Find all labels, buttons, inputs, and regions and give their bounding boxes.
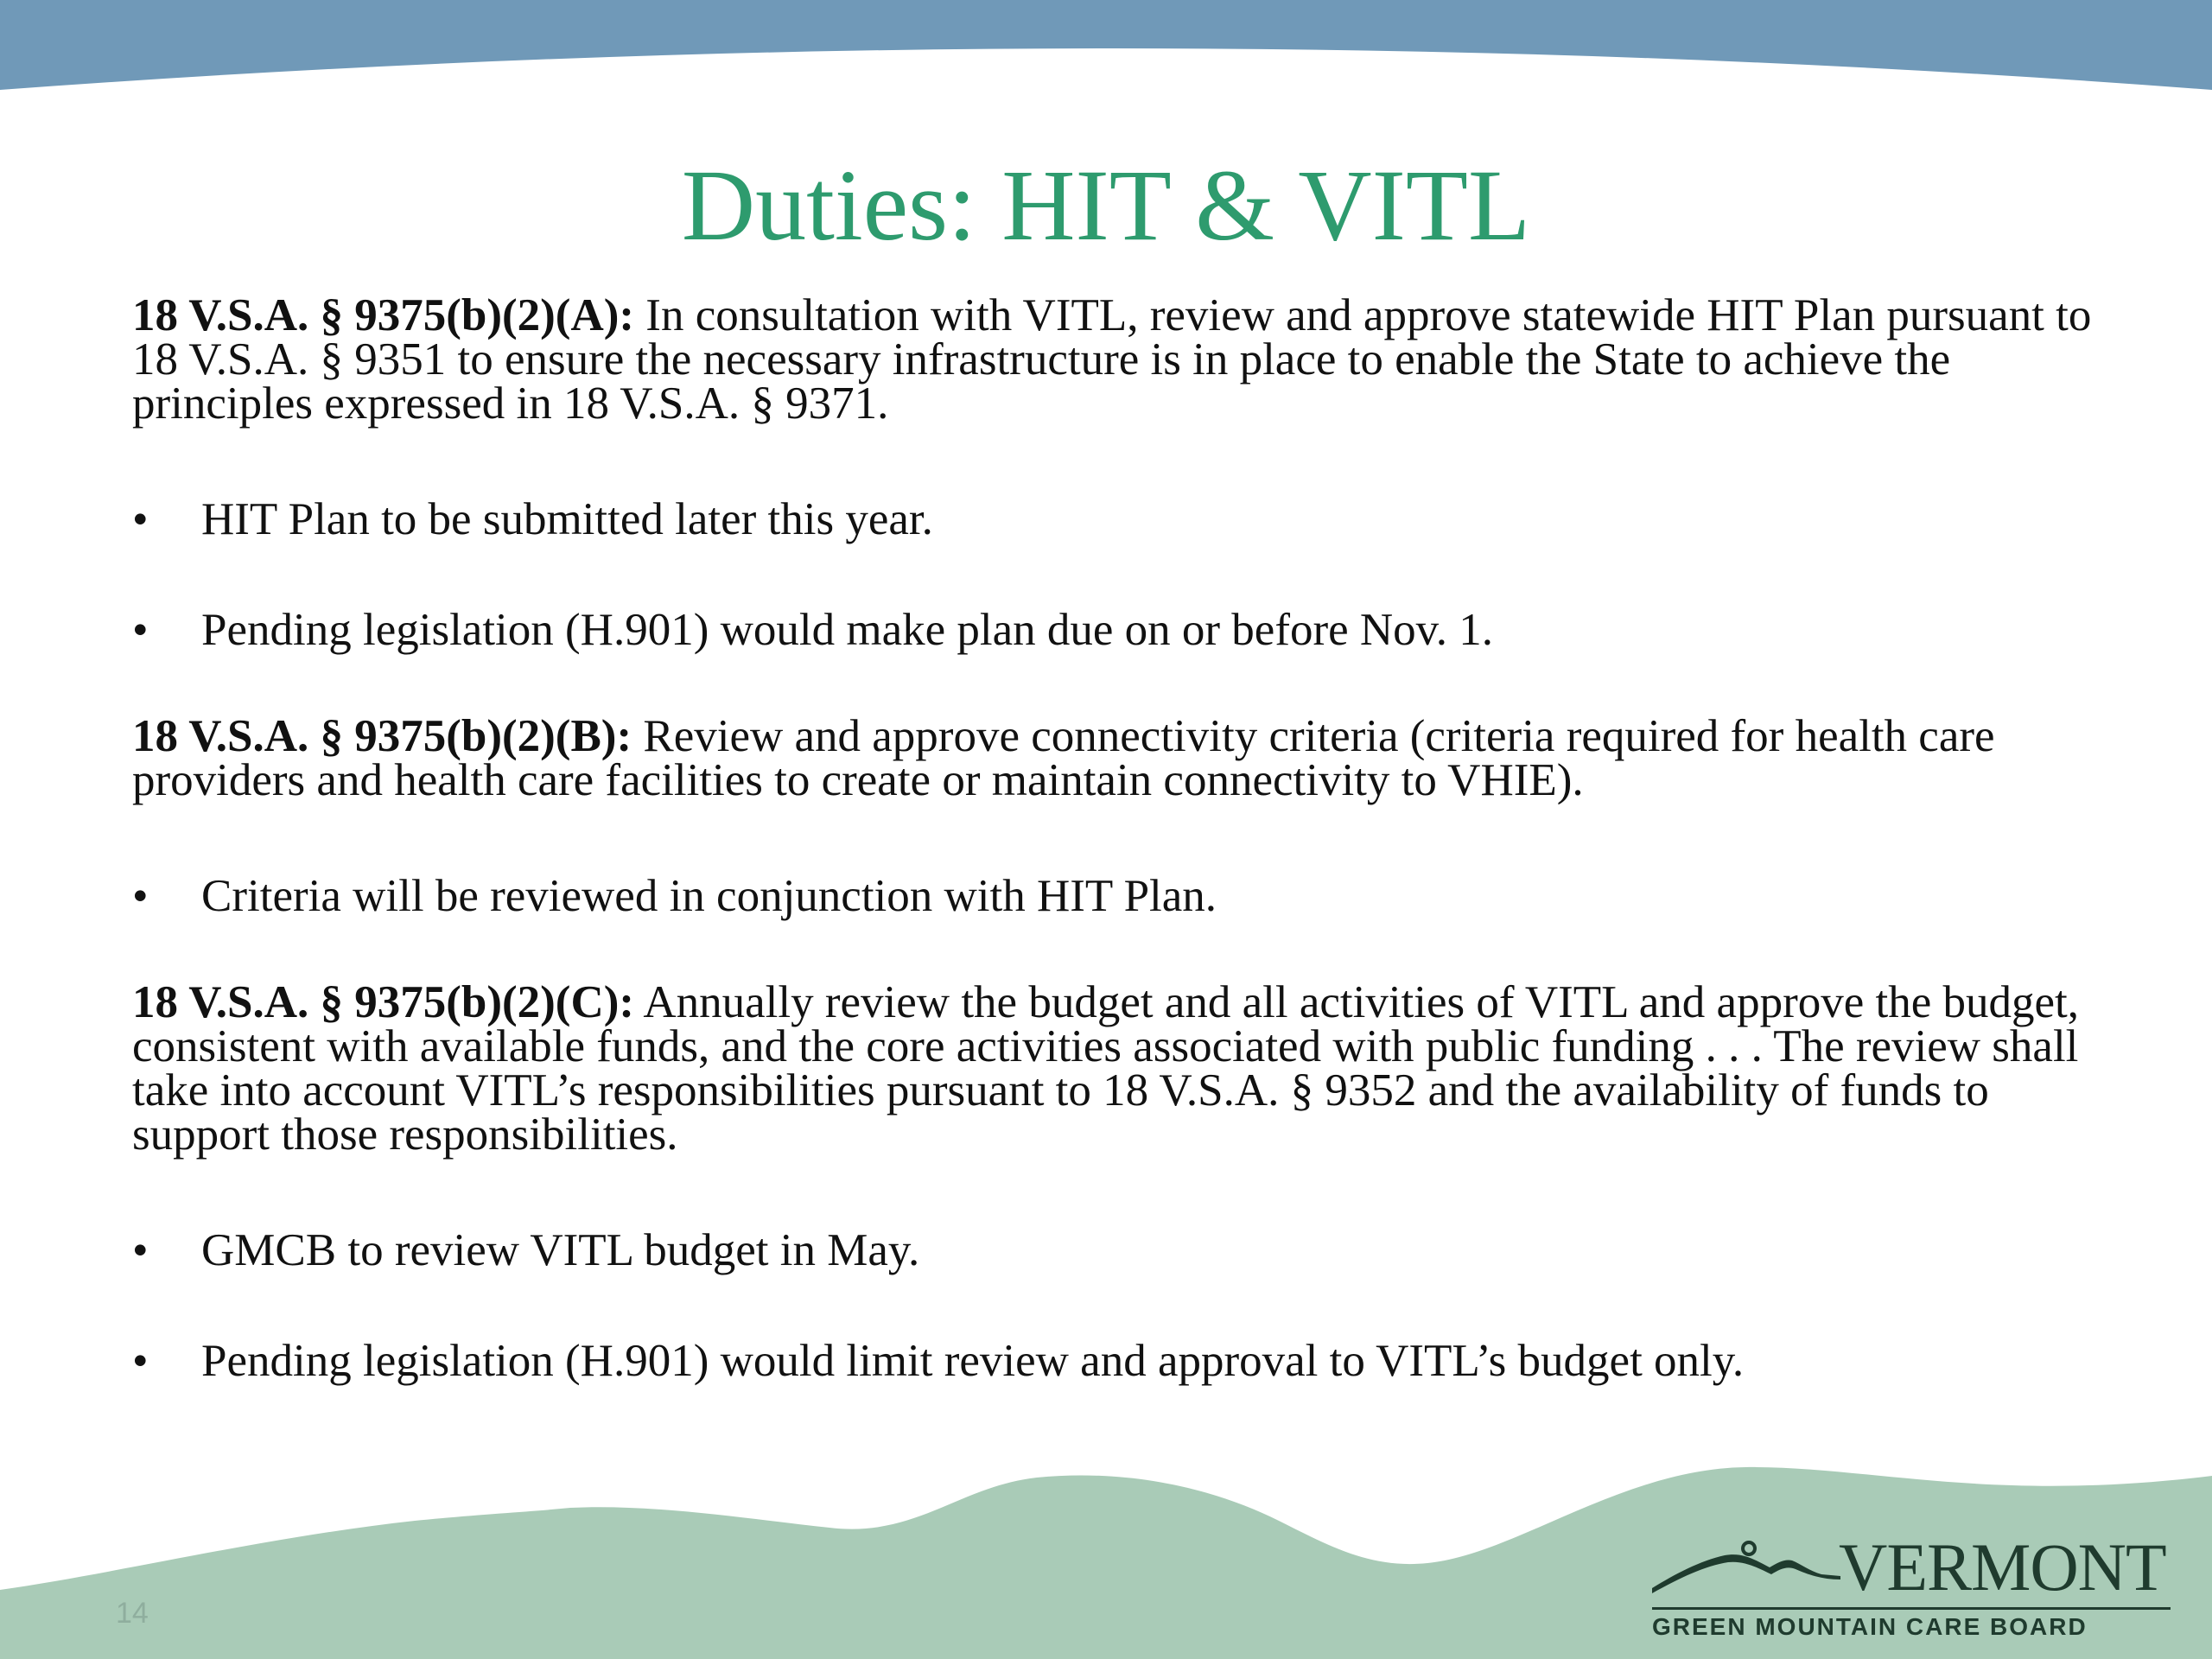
slide-body: [132, 290, 2107, 1387]
bullet-icon: •: [132, 605, 149, 655]
section-c-text: Annually review the budget and all activities of VITL and approve the budget, consistent with available funds, and the core activities associated with public funding . . . The review shall take into account VITL’s responsibilities pursuant to 18 V.S.A. § 9352 and the availability of funds to support those responsibilities.: [132, 977, 2080, 1160]
vermont-gmcb-logo: [1649, 1529, 2172, 1640]
bullet-item: [132, 870, 2107, 922]
section-a-citation: 18 V.S.A. § 9375(b)(2)(A):: [132, 290, 635, 340]
bullet-text: GMCB to review VITL budget in May.: [201, 1225, 920, 1275]
bullet-item: [132, 1335, 2107, 1387]
section-c-paragraph: [132, 977, 2107, 1160]
section-b-paragraph: [132, 711, 2107, 805]
logo-divider: [1652, 1607, 2171, 1610]
bullet-item: [132, 493, 2107, 545]
bullet-text: HIT Plan to be submitted later this year.: [201, 494, 933, 544]
logo-wordmark: VERMONT: [1839, 1529, 2166, 1605]
section-b-text: Review and approve connectivity criteria (criteria required for health care providers and health care facilities to create or maintain connectivity to VHIE).: [132, 711, 1995, 805]
bullet-icon: •: [132, 494, 149, 544]
bullet-item: [132, 1224, 2107, 1276]
bullet-icon: •: [132, 871, 149, 921]
logo-subtitle: GREEN MOUNTAIN CARE BOARD: [1652, 1613, 2088, 1640]
bullet-item: [132, 604, 2107, 656]
bullet-icon: •: [132, 1336, 149, 1386]
page-number: 14: [116, 1597, 149, 1630]
bullet-text: Criteria will be reviewed in conjunction with HIT Plan.: [201, 871, 1217, 921]
section-a-paragraph: [132, 290, 2107, 429]
bullet-icon: •: [132, 1225, 149, 1275]
section-c-citation: 18 V.S.A. § 9375(b)(2)(C):: [132, 977, 635, 1027]
section-b-citation: 18 V.S.A. § 9375(b)(2)(B):: [132, 711, 632, 761]
mountain-logo-icon: [1649, 1536, 1847, 1597]
slide-title: Duties: HIT & VITL: [681, 149, 1531, 262]
top-banner: [0, 0, 2212, 112]
bullet-text: Pending legislation (H.901) would make plan due on or before Nov. 1.: [201, 605, 1493, 655]
bullet-text: Pending legislation (H.901) would limit review and approval to VITL’s budget only.: [201, 1336, 1745, 1386]
section-a-text: In consultation with VITL, review and approve statewide HIT Plan pursuant to 18 V.S.A. § 9351 to ensure the necessary infrastructure is in place to enable the State to achieve the principles expressed in 18 V.S.A. § 9371.: [132, 290, 2092, 429]
